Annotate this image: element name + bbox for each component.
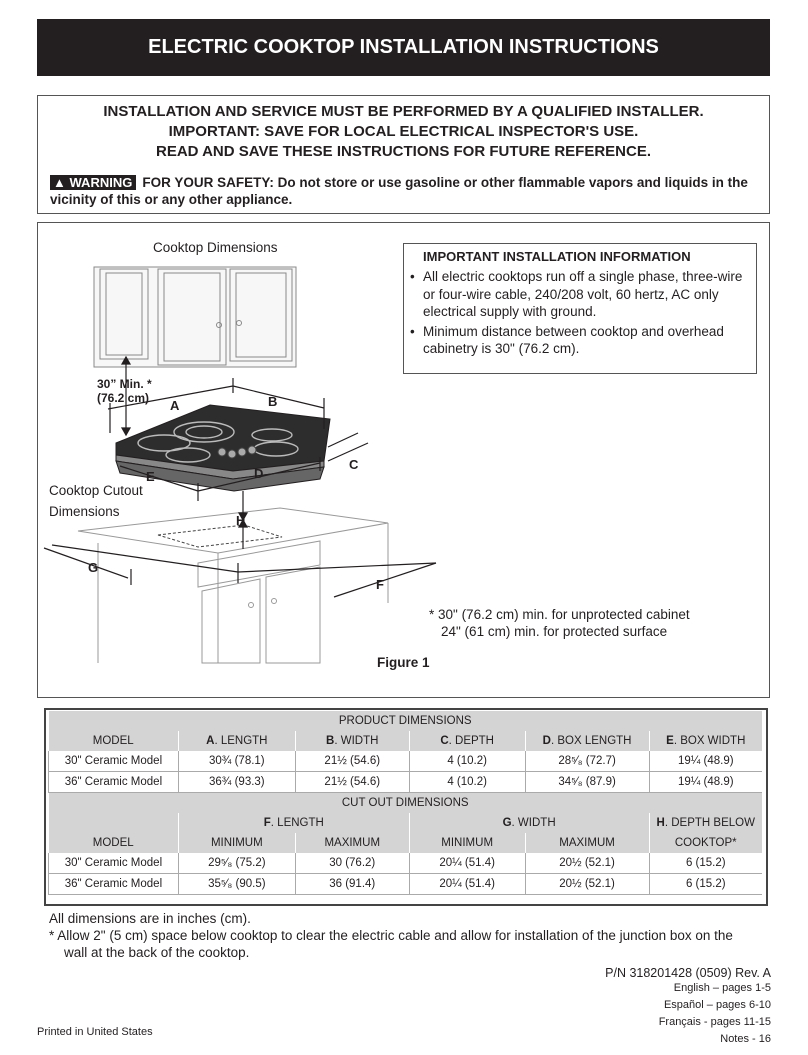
warning-badge xyxy=(50,175,136,190)
header-text: . WIDTH xyxy=(511,817,556,829)
safety-notice-box xyxy=(37,95,770,214)
header-text: . LENGTH xyxy=(214,735,268,747)
info-bullet: • All electric cooktops run off a single phase, three-wire or four-wire cable, 240/208 volt, 60 hertz, AC only electrical supply with ground. xyxy=(404,268,744,321)
printed-in-label: Printed in United States xyxy=(37,1026,153,1038)
part-number: P/N 318201428 (0509) Rev. A xyxy=(605,966,771,980)
min-distance-cm: (76.2 cm) xyxy=(97,391,150,405)
table-cell: 28⁵⁄₈ (72.7) xyxy=(525,751,649,772)
dimension-label-g: G xyxy=(88,560,99,575)
dimension-label-h: H xyxy=(236,513,246,528)
footnote-line-1: * 30" (76.2 cm) min. for unprotected cabinet xyxy=(429,607,690,622)
table-cell: 36" Ceramic Model xyxy=(49,874,179,895)
table-cell: 21½ (54.6) xyxy=(295,772,409,793)
cutout-group-row xyxy=(49,813,763,833)
notice-line-2: IMPORTANT: SAVE FOR LOCAL ELECTRICAL INSPECTOR'S USE. xyxy=(168,123,639,140)
dimensions-table xyxy=(48,711,762,895)
dimension-label-e: E xyxy=(146,469,155,484)
table-cell: 29⁵⁄₈ (75.2) xyxy=(178,853,295,874)
table-cell: 20½ (52.1) xyxy=(525,853,649,874)
header-maximum: MAXIMUM xyxy=(525,833,649,853)
table-cell: 19¼ (48.9) xyxy=(649,772,762,793)
cutout-dimensions-title: CUT OUT DIMENSIONS xyxy=(49,793,763,814)
figure-footnote xyxy=(429,606,690,640)
dimension-label-b: B xyxy=(268,394,278,409)
min-distance-label xyxy=(97,377,152,405)
cutout-label-line-1: Cooktop Cutout xyxy=(49,483,143,498)
table-cell: 30¾ (78.1) xyxy=(178,751,295,772)
notice-line-1: INSTALLATION AND SERVICE MUST BE PERFORMED BY A QUALIFIED INSTALLER. xyxy=(103,103,704,120)
header-text: . BOX WIDTH xyxy=(673,735,746,747)
header-minimum: MINIMUM xyxy=(178,833,295,853)
footnote-line-2: 24" (61 cm) min. for protected surface xyxy=(441,624,668,639)
header-letter: D xyxy=(542,735,551,747)
table-row xyxy=(49,751,763,772)
table-row xyxy=(49,772,763,793)
cutout-dimensions-label xyxy=(49,480,143,522)
info-bullet: • Minimum distance between cooktop and overhead cabinetry is 30" (76.2 cm). xyxy=(404,323,744,358)
header-text: . LENGTH xyxy=(270,817,324,829)
table-cell: 30 (76.2) xyxy=(295,853,409,874)
notice-line-3: READ AND SAVE THESE INSTRUCTIONS FOR FUTURE REFERENCE. xyxy=(155,143,652,160)
page-index-english: English – pages 1-5 xyxy=(673,982,771,994)
product-header-row xyxy=(49,731,763,751)
table-cell: 30" Ceramic Model xyxy=(49,751,179,772)
header-text: . DEPTH xyxy=(448,735,494,747)
notes-line-2: * Allow 2" (5 cm) space below cooktop to clear the electric cable and allow for installation of the junction box on the xyxy=(49,928,733,943)
header-maximum: MAXIMUM xyxy=(295,833,409,853)
header-letter: B xyxy=(326,735,335,747)
header-text: . WIDTH xyxy=(334,735,379,747)
table-cell: 36 (91.4) xyxy=(295,874,409,895)
table-cell: 34⁵⁄₈ (87.9) xyxy=(525,772,649,793)
header-letter: F xyxy=(263,817,271,829)
page-index-french: Français - pages 11-15 xyxy=(658,1016,771,1028)
header-letter: C xyxy=(440,735,449,747)
warning-label: WARNING xyxy=(69,175,133,190)
header-box-length xyxy=(525,731,649,751)
info-heading: IMPORTANT INSTALLATION INFORMATION xyxy=(423,249,691,264)
header-cooktop: COOKTOP* xyxy=(649,833,762,853)
table-cell: 36¾ (93.3) xyxy=(178,772,295,793)
group-depth xyxy=(649,813,762,833)
header-text: . DEPTH BELOW xyxy=(664,817,755,829)
min-distance-inches: 30” Min. * xyxy=(97,377,152,391)
table-cell: 30" Ceramic Model xyxy=(49,853,179,874)
cutout-title-row xyxy=(49,793,763,814)
product-title-row xyxy=(49,711,763,731)
dimension-notes xyxy=(49,910,769,961)
header-model xyxy=(49,731,179,751)
header-box-width xyxy=(649,731,762,751)
empty-cell xyxy=(49,813,179,833)
header-model: MODEL xyxy=(49,833,179,853)
cutout-header-row xyxy=(49,833,763,853)
header-letter: A xyxy=(206,735,215,747)
page-index-spanish: Español – pages 6-10 xyxy=(663,999,771,1011)
lower-cabinet-drawing xyxy=(78,508,388,663)
important-info-box xyxy=(403,243,757,374)
page-index-notes: Notes - 16 xyxy=(720,1033,771,1045)
product-dimensions-title: PRODUCT DIMENSIONS xyxy=(49,711,763,731)
table-cell: 4 (10.2) xyxy=(409,751,525,772)
language-page-index xyxy=(659,980,771,1048)
info-list xyxy=(404,268,744,360)
cutout-label-line-2: Dimensions xyxy=(49,504,120,519)
table-cell: 21½ (54.6) xyxy=(295,751,409,772)
warning-text: FOR YOUR SAFETY: Do not store or use gasoline or other flammable vapors and liquids in the vicinity of this or any other appliance. xyxy=(50,175,748,207)
table-row xyxy=(49,874,763,895)
table-row xyxy=(49,853,763,874)
table-cell: 6 (15.2) xyxy=(649,853,762,874)
table-cell: 19¼ (48.9) xyxy=(649,751,762,772)
cooktop-dimensions-label: Cooktop Dimensions xyxy=(153,240,278,255)
table-cell: 20¼ (51.4) xyxy=(409,874,525,895)
header-width xyxy=(295,731,409,751)
header-letter: G xyxy=(502,817,512,829)
page-title-bar xyxy=(37,19,770,76)
header-letter: H xyxy=(656,817,665,829)
table-cell: 20½ (52.1) xyxy=(525,874,649,895)
warning-triangle-icon: ▲ xyxy=(53,175,66,190)
header-text: MODEL xyxy=(92,735,134,747)
notes-line-3: wall at the back of the cooktop. xyxy=(64,945,250,960)
upper-cabinet-drawing xyxy=(94,267,296,367)
header-letter: E xyxy=(666,735,674,747)
group-length xyxy=(178,813,409,833)
dimension-label-a: A xyxy=(170,398,180,413)
header-length xyxy=(178,731,295,751)
table-cell: 6 (15.2) xyxy=(649,874,762,895)
dimension-label-d: D xyxy=(254,466,264,481)
dimension-label-c: C xyxy=(349,457,359,472)
group-width xyxy=(409,813,649,833)
figure-caption: Figure 1 xyxy=(377,655,430,670)
warning-paragraph xyxy=(50,174,760,208)
header-minimum: MINIMUM xyxy=(409,833,525,853)
table-cell: 36" Ceramic Model xyxy=(49,772,179,793)
header-depth xyxy=(409,731,525,751)
page-title: ELECTRIC COOKTOP INSTALLATION INSTRUCTIONS xyxy=(148,36,659,58)
dimension-label-f: F xyxy=(376,577,384,592)
header-text: . BOX LENGTH xyxy=(550,735,632,747)
table-cell: 4 (10.2) xyxy=(409,772,525,793)
notes-line-1: All dimensions are in inches (cm). xyxy=(49,911,251,926)
table-cell: 35⁵⁄₈ (90.5) xyxy=(178,874,295,895)
table-cell: 20¼ (51.4) xyxy=(409,853,525,874)
